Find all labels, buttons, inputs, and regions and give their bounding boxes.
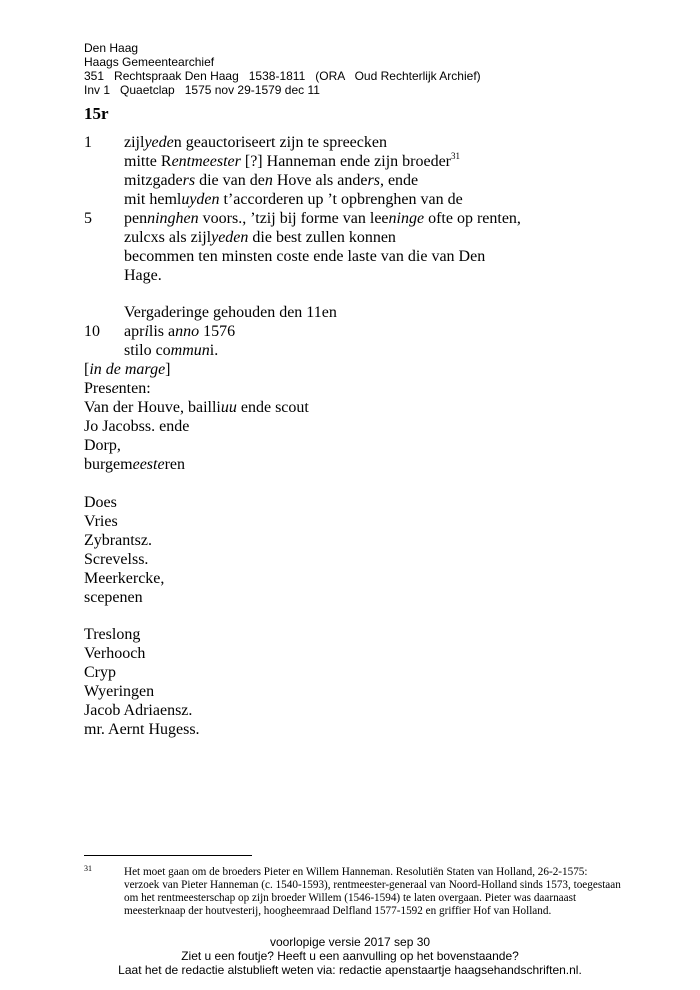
- text-line: Dorp,: [84, 437, 121, 454]
- header-collection: 351 Rechtspraak Den Haag 1538-1811 (ORA Oud Rechterlijk Archief): [84, 69, 481, 83]
- text-line: Does: [84, 494, 117, 511]
- text-line: Zybrantsz.: [84, 532, 152, 549]
- line-number: 1: [84, 134, 92, 151]
- text-line: burgemeesteren: [84, 456, 186, 473]
- text-line: Jo Jacobss. ende: [84, 418, 190, 435]
- text-line: Treslong: [84, 626, 141, 643]
- footer-contact: Laat het de redactie alstublieft weten via: redactie apenstaartje haagsehandschriften.nl.: [118, 963, 582, 977]
- text-line: Verhooch: [84, 645, 146, 662]
- header-archive: Haags Gemeentearchief: [84, 55, 215, 69]
- text-line: Vries: [84, 513, 118, 530]
- line-number: 10: [84, 323, 100, 340]
- margin-note: [in de marge]: [84, 361, 171, 378]
- text-line: Vergaderinge gehouden den 11en: [124, 304, 337, 321]
- header-inventory: Inv 1 Quaetclap 1575 nov 29-1579 dec 11: [84, 83, 320, 97]
- line-number: 5: [84, 210, 92, 227]
- text-line: Jacob Adriaensz.: [84, 702, 193, 719]
- text-line: Cryp: [84, 664, 116, 681]
- text-line: Wyeringen: [84, 683, 155, 700]
- footnote-number: 31: [84, 864, 92, 873]
- footnote-text: Het moet gaan om de broeders Pieter en Willem Hanneman. Resolutiën Staten van Holland, 26-2-1575: verzoek van Pieter Hanneman (c. 1540-1593), rentmeester-generaal van Noord-Holland sinds 1573, toegestaan om het rentmeesterschap op zijn broeder Willem (1546-1594) te laten overgaan. Pieter was daarnaast meesterknaap der houtvesterij, hoogheemraad Delfland 1577-1592 en griffier Hof van Holland.: [124, 866, 621, 917]
- text-line: Van der Houve, bailliuu ende scout: [84, 399, 309, 416]
- text-line: Hage.: [124, 267, 162, 284]
- footnote-ref: 31: [451, 150, 460, 161]
- text-line: scepenen: [84, 589, 143, 606]
- text-line: mit hemluyden t’accorderen up ’t opbrenghen van de: [124, 191, 463, 208]
- footnote-divider: [84, 855, 252, 856]
- footer-version: voorlopige versie 2017 sep 30: [269, 935, 431, 949]
- folio-number: 15r: [84, 104, 109, 123]
- header-city: Den Haag: [84, 41, 139, 55]
- text-line: Meerkercke,: [84, 570, 165, 587]
- text-line: mitte Rentmeester [?] Hanneman ende zijn broeder$^{31}$: [124, 150, 460, 170]
- text-line: becommen ten minsten coste ende laste van die van Den: [124, 248, 486, 265]
- text-line: zijlyeden geauctoriseert zijn te spreecken: [124, 134, 387, 151]
- document-header: [84, 41, 481, 97]
- text-line: aprilis anno 1576: [124, 323, 236, 340]
- text-line: mr. Aernt Hugess.: [84, 721, 200, 738]
- text-line: Presenten:: [84, 380, 151, 397]
- text-line: zulcxs als zijlyeden die best zullen konnen: [124, 229, 396, 246]
- text-line: stilo communi.: [124, 342, 219, 359]
- text-line: mitzgaders die van den Hove als anders, ende: [124, 172, 419, 189]
- footer-question: Ziet u een foutje? Heeft u een aanvulling op het bovenstaande?: [181, 949, 519, 963]
- text-line: Screvelss.: [84, 551, 149, 568]
- text-line: penninghen voors., ’tzij bij forme van leeninge ofte op renten,: [124, 210, 521, 227]
